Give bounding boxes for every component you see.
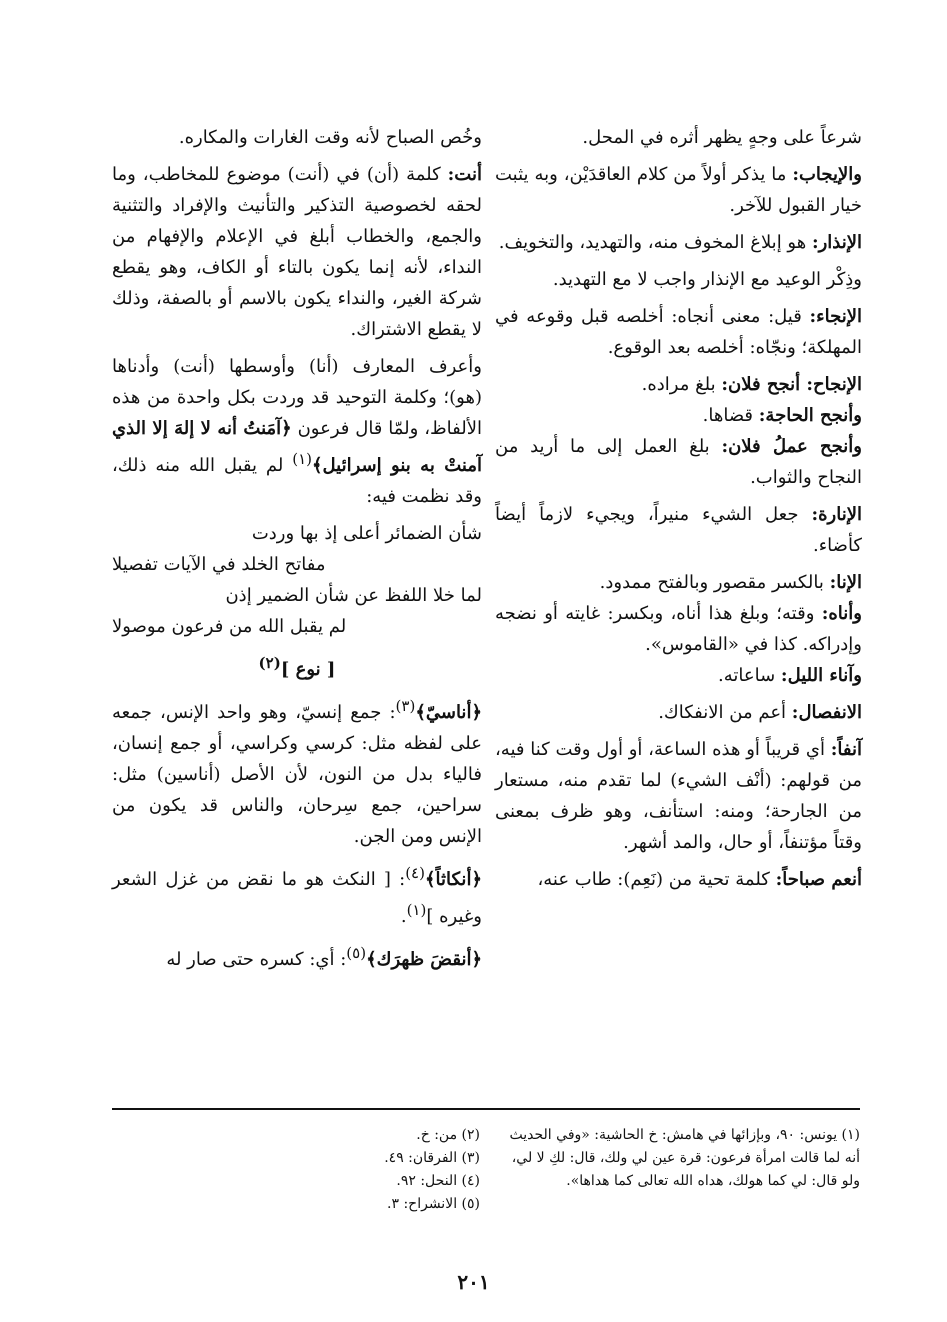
footnote: (٤) النحل: ٩٢. (396, 1173, 480, 1189)
right-column (495, 122, 862, 901)
entry-text: قيل: معنى أنجاه: أخلصه قبل وقوعه في المهلكة؛ ونجّاه: أخلصه بعد الوقوع. (495, 306, 862, 358)
entry-text: أي قريباً أو هذه الساعة، أو أول وقت كنا فيه، من قولهم: (أنْف الشيء) لما تقدم منه، مستعار من الجارحة؛ ومنه: استأنف، وهو ظرف بمعنى وقتاً مؤتنفاً، أو حال، والمد أشهر. (495, 739, 862, 853)
entry-text: : جمع إنسيّ، وهو واحد الإنس، جمعه على لفظه مثل: كرسي وكراسي، أو جمع إنسان، فالياء بدل من النون، لأن الأصل (أناسين) مثل: سراحين، جمع سِرحان، والناس قد يكون من الإنس ومن الجن. (112, 702, 482, 847)
entry-text: قضاها. (702, 405, 754, 426)
quran-quote: ﴿آمَنتُ أنه لا إلهَ إلا الذي آمنتْ به بنو إسرائيل﴾ (112, 418, 482, 476)
entry-text: وقته؛ وبلغ هذا أناه، وبكسر: غايته أو نضجه وإدراكه. كذا في «القاموس». (495, 603, 862, 655)
entry-text: وأعرف المعارف (أنا) وأوسطها (أنت) وأدناها (هو)؛ وكلمة التوحيد قد وردت بكل واحدة من هذه الألفاظ، ولمّا قال فرعون (112, 356, 482, 439)
entry-term: أنعم صباحاً: (775, 869, 862, 890)
entry-term: الانفصال: (791, 702, 862, 723)
entry-text: لم يقبل الله منه ذلك، وقد نظمت فيه: (112, 455, 482, 507)
left-column (112, 122, 482, 981)
entry (495, 598, 862, 660)
entry-text: هو إبلاغ المخوف منه، والتهديد، والتخويف. (498, 232, 807, 253)
poem-verse: شأن الضمائر أعلى إذ بها وردت (251, 523, 482, 544)
entry (495, 227, 862, 258)
entry-term: ﴿أنقضَ ظهرَك﴾ (366, 949, 482, 970)
entry-term: وأناه: (821, 603, 862, 624)
footnote-ref: (٣) (395, 697, 416, 715)
entry-term: الإنارة: (811, 504, 862, 525)
footnote-divider (112, 1108, 860, 1110)
entry-text: أعم من الانفكاك. (658, 702, 787, 723)
entry-term: ﴿أنكاثاً﴾ (424, 869, 482, 890)
entry-text: ساعاته. (718, 665, 776, 686)
entry-text: : أي: كسره حتى صار له (166, 949, 347, 970)
entry-term: والإيجاب: (792, 164, 862, 185)
entry-text: كلمة (أن) في (أنت) موضوع للمخاطب، وما لحقه لخصوصية التذكير والتأنيث والإفراد والتثنية والجمع، والخطاب أبلغ في الإعلام والإفهام من النداء، لأنه إنما يكون بالتاء أو الكاف، وهو يقطع شركة الغير، والنداء يكون بالاسم أو بالصفة، وذلك لا يقطع الاشتراك. (112, 164, 482, 340)
entry (495, 264, 862, 295)
entry (495, 734, 862, 858)
entry-text: وخُص الصباح لأنه وقت الغارات والمكاره. (178, 127, 482, 148)
entry-text: ما يذكر أولاً من كلام العاقدَيْن، وبه يثبت خيار القبول للآخر. (495, 164, 862, 216)
footnote-ref: (١) (292, 450, 312, 468)
entry (112, 122, 482, 153)
entry-text: : [ النكث هو ما نقض من غزل الشعر وغيره ] (112, 869, 482, 927)
entry (495, 499, 862, 561)
entry (495, 301, 862, 363)
footnote: (٢) من: خ. (416, 1127, 480, 1143)
entry (495, 864, 862, 895)
entry-term: الإنا: (829, 572, 862, 593)
poem-verse: لم يقبل الله من فرعون موصولا (112, 616, 347, 637)
entry (495, 567, 862, 598)
footnote: (٣) الفرقان: ٤٩. (384, 1150, 480, 1166)
footnotes-left (330, 1124, 480, 1216)
entry (112, 691, 482, 852)
entry-term: وآناء الليل: (780, 665, 862, 686)
entry (495, 400, 862, 431)
footnote-ref: (٤) (405, 864, 425, 882)
entry (495, 159, 862, 221)
entry-term: ﴿أناسيّ﴾ (415, 702, 482, 723)
entry-text: كلمة تحية من (نَعِم): طاب عنه، (537, 869, 770, 890)
footnote-ref: (٢) (258, 654, 281, 672)
entry-term: آنفاً: (830, 739, 862, 760)
entry-term: الإنذار: (811, 232, 862, 253)
entry-term: وأنجح الحاجة: (758, 405, 862, 426)
entry-text: جعل الشيء منيراً، ويجيء لازماً أيضاً كأضاء. (495, 504, 862, 556)
entry (112, 351, 482, 512)
footnotes-right (495, 1124, 860, 1193)
entry (112, 159, 482, 345)
section-heading-text: [ نوع ] (280, 659, 336, 680)
page-number: ٢٠١ (457, 1270, 490, 1294)
entry (495, 122, 862, 153)
entry-text: بلغ مراده. (641, 374, 716, 395)
entry-term: الإنجاح: أنجح فلان: (721, 374, 862, 395)
footnote: (٥) الانشراح: ٣. (387, 1196, 480, 1212)
footnote-ref: (٥) (346, 944, 367, 962)
entry-term: أنت: (447, 164, 482, 185)
entry-text: بلغ العمل إلى ما أريد من النجاح والثواب. (495, 436, 862, 488)
entry (495, 660, 862, 691)
entry-text: بالكسر مقصور وبالفتح ممدود. (599, 572, 824, 593)
entry-text: وذِكْر الوعيد مع الإنذار واجب لا مع التهديد. (552, 269, 862, 290)
entry (112, 938, 482, 975)
entry: ﴿أنكاثاً﴾$^{(٤)}$: [ النكث هو ما نقض من غزل الشعر وغيره ]$^{(١)}$. (112, 864, 482, 927)
entry (495, 369, 862, 400)
entry-term: الإنجاء: (809, 306, 862, 327)
poem-verse: مفاتح الخلد في الآيات تفصيلا (112, 554, 326, 575)
entry (495, 431, 862, 493)
entry-term: وأنجح عملُ فلان: (721, 436, 862, 457)
footnote: (١) يونس: ٩٠، وبإزائها في هامش: خ الحاشية: «وفي الحديث أنه لما قالت امرأة فرعون: قرة عين لي ولك، قال: لكِ لا لي، ولو قال: لي كما هولك، هداه الله تعالى كما هداها». (509, 1127, 860, 1189)
poem-verse: لما خلا اللفظ عن شأن الضمير إذن (225, 585, 482, 606)
entry-text: شرعاً على وجهٍ يظهر أثره في المحل. (582, 127, 862, 148)
footnote-ref: (١) (406, 901, 427, 919)
section-heading (112, 648, 482, 685)
entry (495, 697, 862, 728)
